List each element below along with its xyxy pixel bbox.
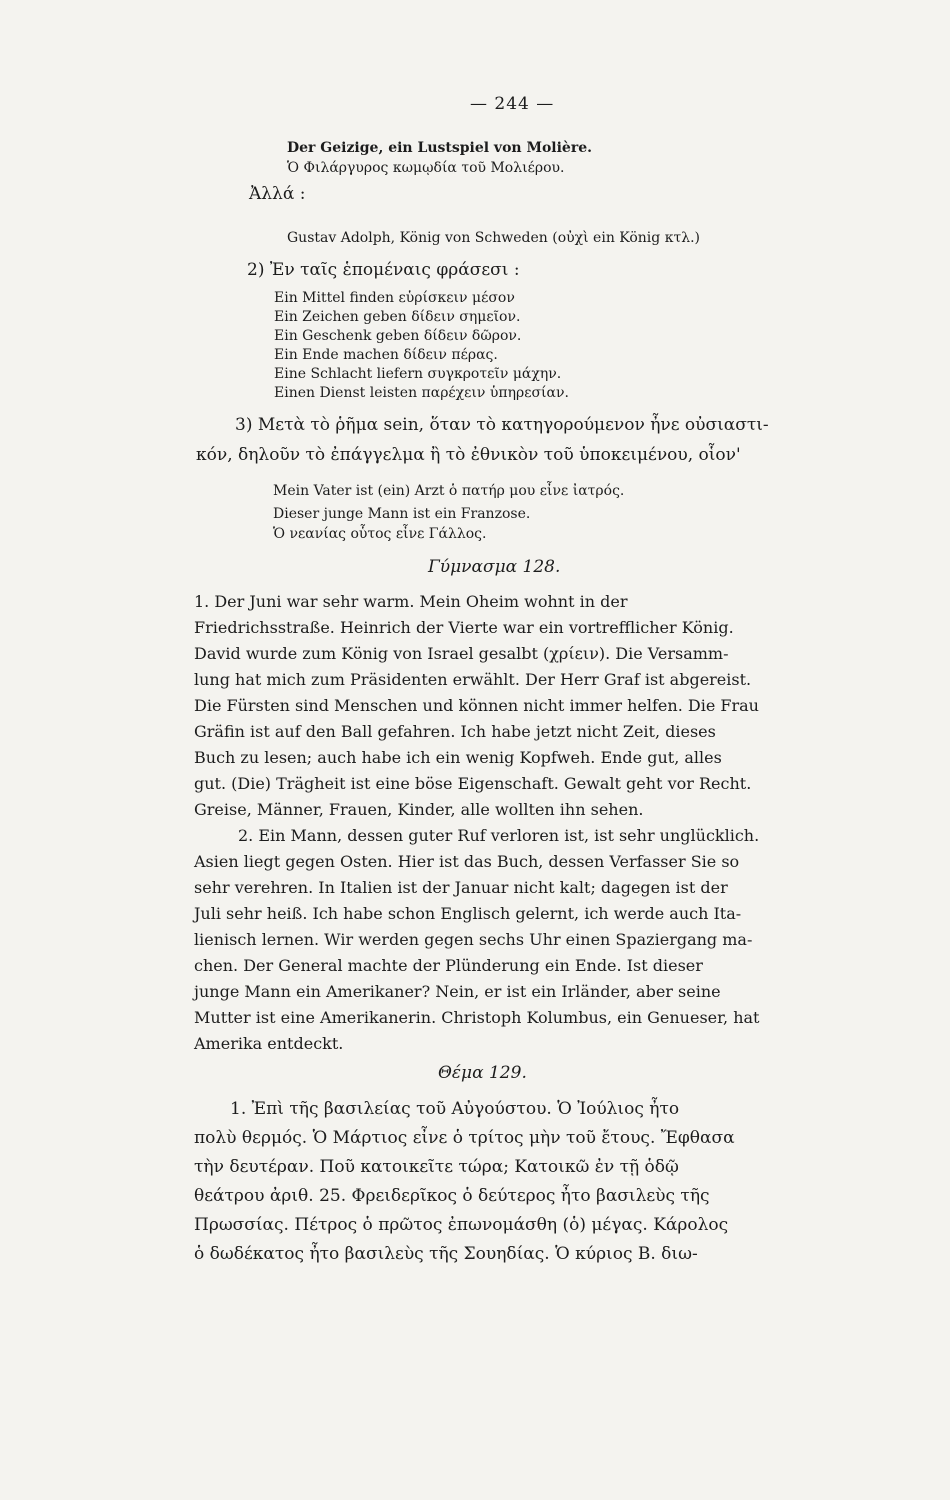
body-line: Friedrichsstraße. Heinrich der Vierte war ein vortrefflicher König. bbox=[194, 618, 734, 637]
phrase-line: Eine Schlacht liefern συγκροτεῖν μάχην. bbox=[274, 366, 562, 382]
greek-line: Πρωσσίας. Πέτρος ὁ πρῶτος ἐπωνομάσθη (ὁ) μέγας. Κάρολος bbox=[194, 1215, 729, 1235]
phrase-line: Ein Mittel finden εὑρίσκειν μέσον bbox=[274, 290, 515, 306]
phrase-line: Einen Dienst leisten παρέχειν ὑπηρεσίαν. bbox=[274, 385, 569, 401]
phrase-line: Ein Geschenk geben δίδειν δῶρον. bbox=[274, 328, 522, 344]
body-line: Asien liegt gegen Osten. Hier ist das Buch, dessen Verfasser Sie so bbox=[194, 852, 740, 871]
body-line: lung hat mich zum Präsidenten erwählt. Der Herr Graf ist abgereist. bbox=[194, 670, 752, 689]
body-line: 1. Der Juni war sehr warm. Mein Oheim wohnt in der bbox=[194, 592, 628, 611]
body-line: Greise, Männer, Frauen, Kinder, alle wollten ihn sehen. bbox=[194, 800, 644, 819]
greek-line: 1. Ἐπὶ τῆς βασιλείας τοῦ Αὐγούστου. Ὁ Ἰούλιος ἦτο bbox=[230, 1099, 680, 1119]
body-line: gut. (Die) Trägheit ist eine böse Eigenschaft. Gewalt geht vor Recht. bbox=[194, 774, 752, 793]
body-line: lienisch lernen. Wir werden gegen sechs Uhr einen Spaziergang ma- bbox=[194, 930, 753, 949]
theme-129-title: Θέμα 129. bbox=[438, 1063, 527, 1083]
section-3-example: Mein Vater ist (ein) Arzt ὁ πατήρ μου εἶνε ἰατρός. bbox=[273, 483, 625, 499]
body-line: Die Fürsten sind Menschen und können nicht immer helfen. Die Frau bbox=[194, 696, 759, 715]
greek-line: πολὺ θερμός. Ὁ Μάρτιος εἶνε ὁ τρίτος μὴν τοῦ ἔτους. Ἔφθασα bbox=[194, 1128, 735, 1148]
phrase-line: Ein Ende machen δίδειν πέρας. bbox=[274, 347, 498, 363]
body-line: Amerika entdeckt. bbox=[194, 1034, 344, 1053]
alla-label: Ἀλλά : bbox=[249, 184, 306, 204]
body-line: Mutter ist eine Amerikanerin. Christoph Kolumbus, ein Genueser, hat bbox=[194, 1008, 760, 1027]
example-line: Ὁ Φιλάργυρος κωμῳδία τοῦ Μολιέρου. bbox=[287, 160, 565, 176]
body-line: 2. Ein Mann, dessen guter Ruf verloren ist, ist sehr unglücklich. bbox=[238, 826, 760, 845]
section-3-line: κόν, δηλοῦν τὸ ἐπάγγελμα ἢ τὸ ἐθνικὸν τοῦ ὑποκειμένου, οἷον' bbox=[196, 445, 741, 465]
section-3-line: 3) Μετὰ τὸ ῥῆμα sein, ὅταν τὸ κατηγορούμενον ἦνε οὐσιαστι- bbox=[235, 415, 769, 435]
body-line: Buch zu lesen; auch habe ich ein wenig Kopfweh. Ende gut, alles bbox=[194, 748, 722, 767]
example-line: Der Geizige, ein Lustspiel von Molière. bbox=[287, 140, 592, 156]
section-2-heading: 2) Ἐν ταῖς ἑπομέναις φράσεσι : bbox=[247, 260, 520, 280]
exercise-128-title: Γύμνασμα 128. bbox=[428, 557, 561, 577]
greek-line: ὁ δωδέκατος ἦτο βασιλεὺς τῆς Σουηδίας. Ὁ κύριος Β. διω- bbox=[194, 1244, 698, 1264]
gustav-line: Gustav Adolph, König von Schweden (οὐχὶ ein König κτλ.) bbox=[287, 230, 700, 246]
section-3-example: Dieser junge Mann ist ein Franzose. bbox=[273, 506, 531, 522]
section-3-example: Ὁ νεανίας οὗτος εἶνε Γάλλος. bbox=[273, 526, 487, 542]
body-line: chen. Der General machte der Plünderung ein Ende. Ist dieser bbox=[194, 956, 703, 975]
body-line: David wurde zum König von Israel gesalbt (χρίειν). Die Versamm- bbox=[194, 644, 729, 663]
body-line: junge Mann ein Amerikaner? Nein, er ist ein Irländer, aber seine bbox=[194, 982, 721, 1001]
body-line: Juli sehr heiß. Ich habe schon Englisch gelernt, ich werde auch Ita- bbox=[194, 904, 742, 923]
phrase-line: Ein Zeichen geben δίδειν σημεῖον. bbox=[274, 309, 521, 325]
page-number: — 244 — bbox=[470, 94, 555, 114]
body-line: sehr verehren. In Italien ist der Januar nicht kalt; dagegen ist der bbox=[194, 878, 728, 897]
greek-line: τὴν δευτέραν. Ποῦ κατοικεῖτε τώρα; Κατοικῶ ἐν τῇ ὁδῷ bbox=[194, 1157, 679, 1177]
body-line: Gräfin ist auf den Ball gefahren. Ich habe jetzt nicht Zeit, dieses bbox=[194, 722, 716, 741]
greek-line: θεάτρου ἀριθ. 25. Φρειδερῖκος ὁ δεύτερος ἦτο βασιλεὺς τῆς bbox=[194, 1186, 710, 1206]
